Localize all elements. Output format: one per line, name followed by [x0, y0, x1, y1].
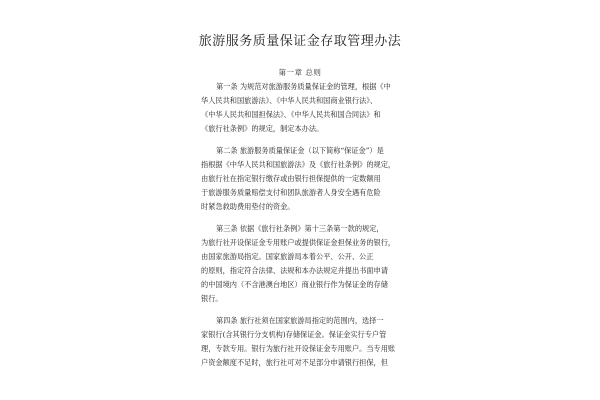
text-line: 由国家旅游局指定。国家旅游局本着公平、公开、公正 — [201, 252, 374, 261]
text-line: 第三条 依据《旅行社条例》第十三条第一款的规定， — [216, 224, 384, 233]
text-line: 时紧急救助费用垫付的资金。 — [201, 202, 295, 211]
text-line: 户资金额度不足时，旅行社可对不足部分申请银行担保，但 — [201, 358, 388, 367]
text-line: 于旅游服务质量赔偿支付和团队旅游者人身安全遇有危险 — [201, 188, 381, 197]
text-line: 《旅行社条例》的规定，制定本办法。 — [201, 124, 324, 133]
text-line: 为旅行社开设保证金专用账户或提供保证金担保业务的银行， — [201, 238, 396, 247]
text-line: 指根据《中华人民共和国旅游法》及《旅行社条例》的规定， — [201, 160, 396, 169]
text-line: 理，专款专用。银行为旅行社开设保证金专用账户。当专用账 — [201, 344, 396, 353]
text-line: 的原则，指定符合法律、法规和本办法规定并提出书面申请 — [201, 266, 388, 275]
text-line: 银行。 — [201, 294, 223, 303]
text-line: 第一条 为规范对旅游服务质量保证金的管理，根据《中 — [216, 82, 391, 91]
text-line: 的中国境内（不含港澳台地区）商业银行作为保证金的存储 — [201, 280, 388, 289]
document-title: 旅游服务质量保证金存取管理办法 — [198, 34, 402, 49]
text-line: 华人民共和国旅游法》、《中华人民共和国商业银行法》、 — [201, 96, 378, 105]
text-line: 第二条 旅游服务质量保证金（以下简称“保证金”）是 — [216, 146, 384, 155]
text-line: 《中华人民共和国担保法》、《中华人民共和国合同法》和 — [201, 110, 381, 119]
text-line: 由旅行社在指定银行缴存或由银行担保提供的一定数额用 — [201, 174, 381, 183]
text-line: 第四条 旅行社须在国家旅游局指定的范围内，选择一 — [216, 316, 384, 325]
text-line: 家银行(含其银行分支机构)存储保证金。保证金实行专户管 — [201, 330, 387, 339]
chapter-heading: 第一章 总则 — [278, 68, 322, 77]
